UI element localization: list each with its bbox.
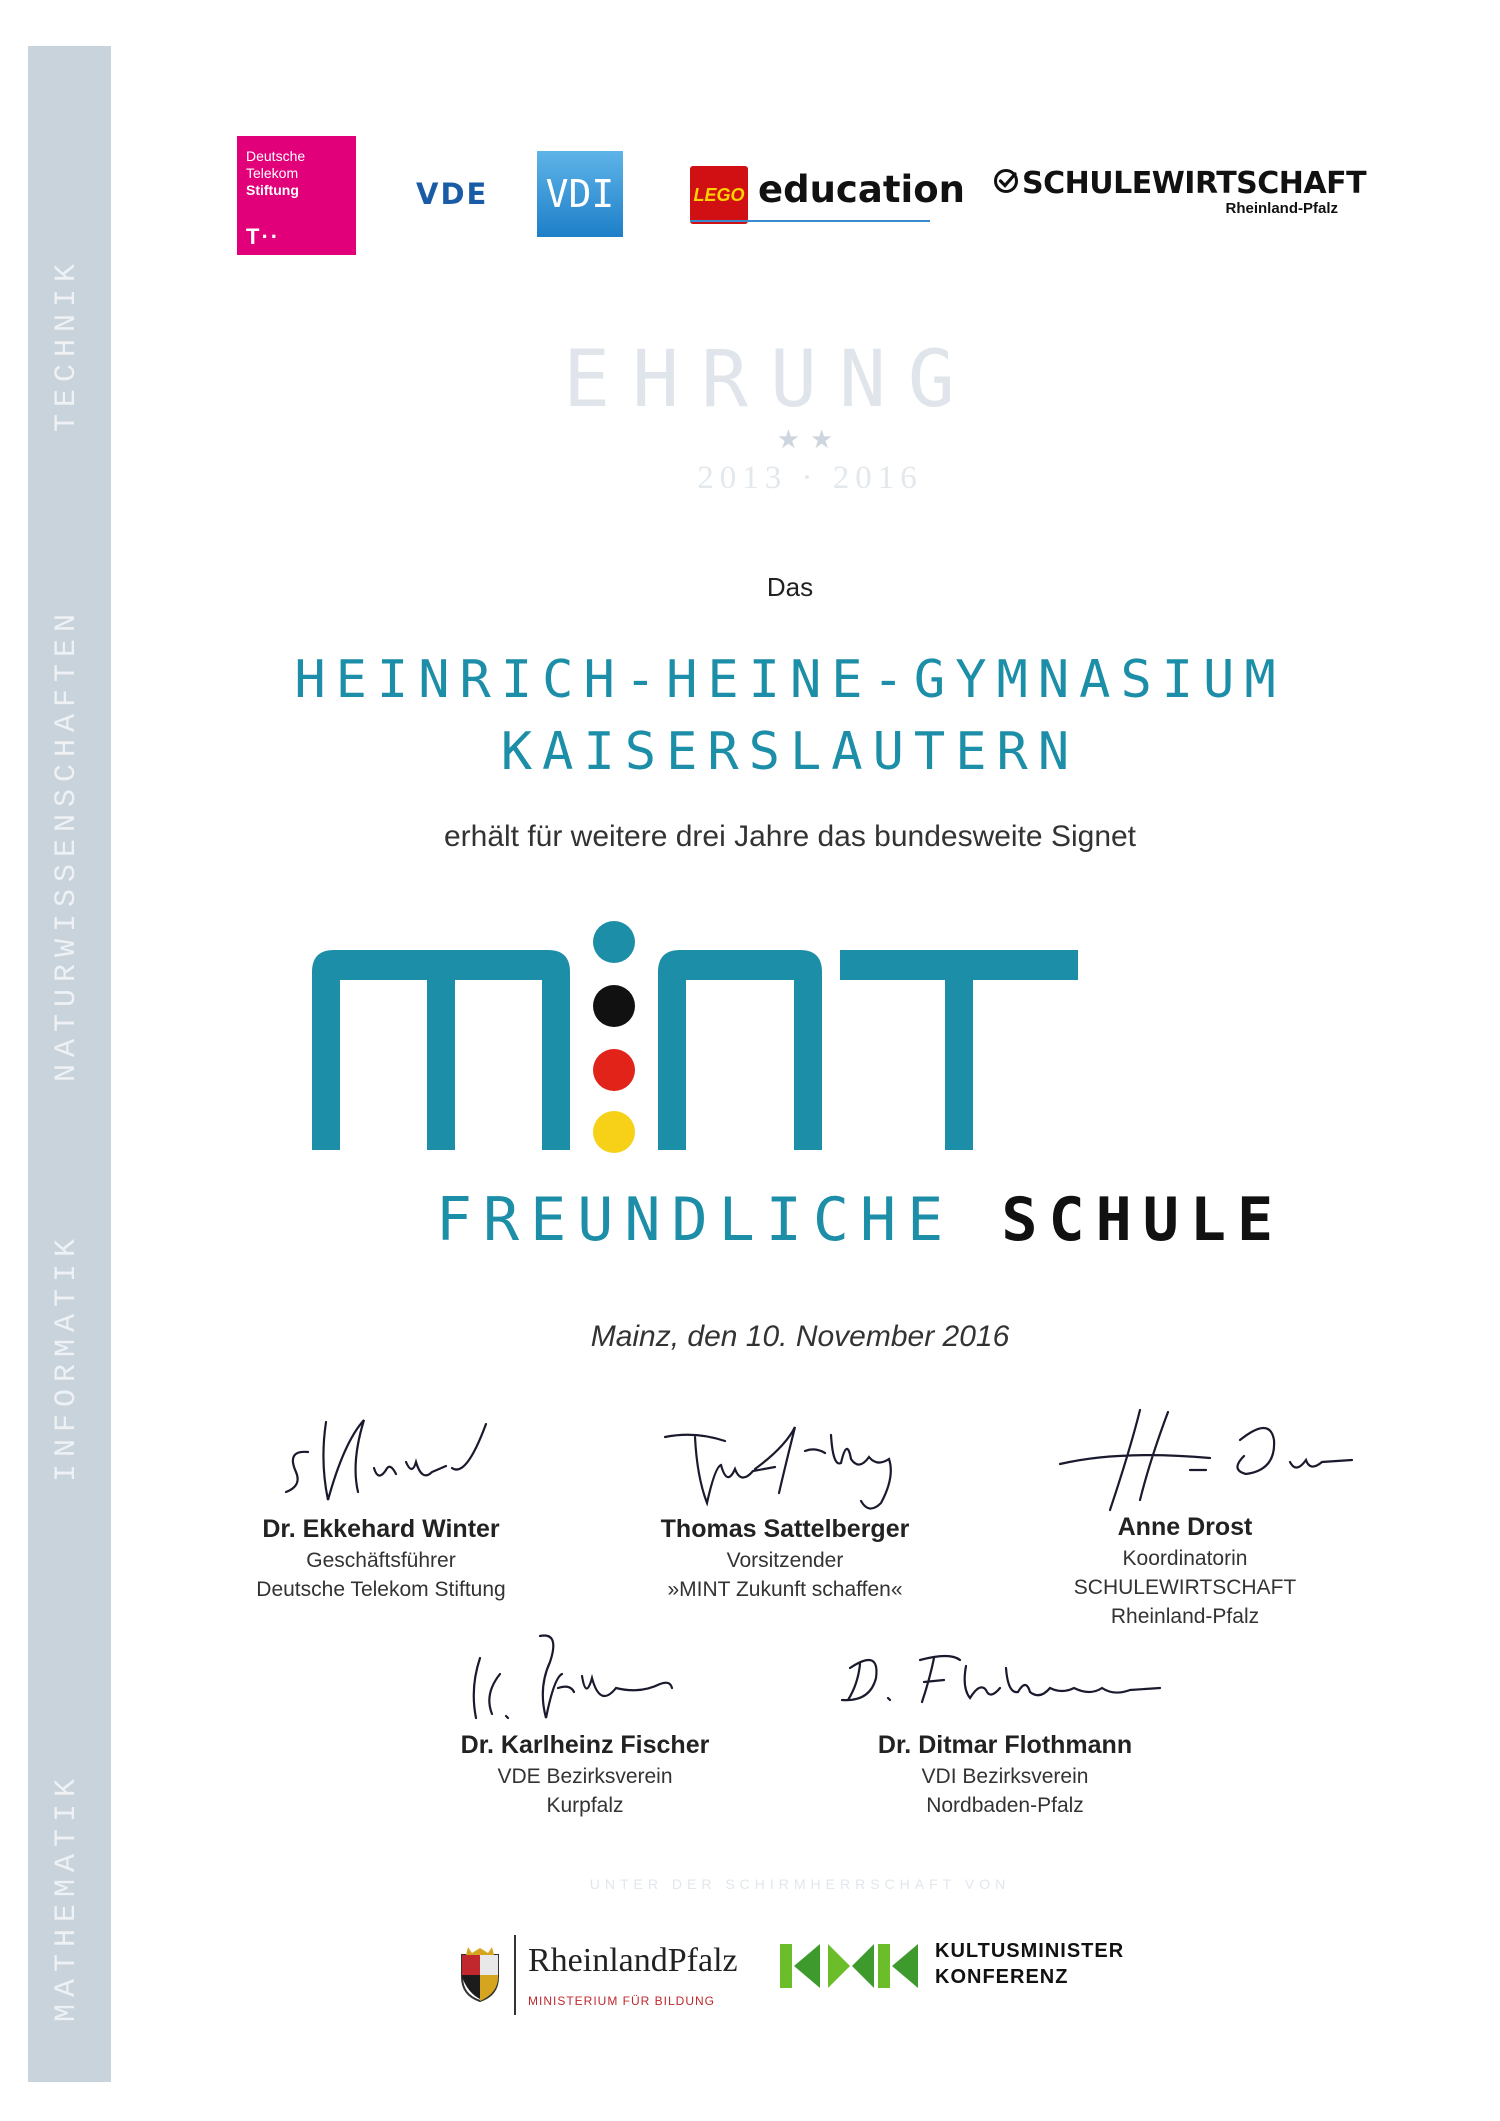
place-date: Mainz, den 10. November 2016 bbox=[590, 1320, 1010, 1353]
signatory-org: Deutsche Telekom Stiftung bbox=[256, 1578, 506, 1601]
signatory-org: SCHULEWIRTSCHAFT bbox=[1073, 1576, 1297, 1599]
school-name: HEINRICH-HEINE-GYMNASIUM bbox=[294, 650, 1286, 710]
band-word-informatik: INFORMATIK bbox=[50, 1231, 84, 1482]
rlp-ministry: MINISTERIUM FÜR BILDUNG bbox=[528, 1994, 716, 2008]
signatory-role: VDE Bezirksverein bbox=[497, 1765, 673, 1788]
schulewirtschaft-region: Rheinland-Pfalz bbox=[1225, 200, 1338, 217]
intro-article: Das bbox=[766, 572, 814, 602]
vde-logo: VDE bbox=[416, 177, 489, 211]
telekom-line2: Telekom bbox=[246, 165, 299, 181]
signatory-name: Dr. Karlheinz Fischer bbox=[460, 1731, 710, 1759]
signatory-role: Geschäftsführer bbox=[306, 1549, 456, 1572]
band-word-mathematik: MATHEMATIK bbox=[50, 1771, 84, 2022]
check-circle-icon bbox=[993, 168, 1019, 194]
signatory-role: Vorsitzender bbox=[726, 1549, 844, 1572]
telekom-line1: Deutsche bbox=[246, 148, 306, 164]
mint-dot-yellow bbox=[593, 1111, 635, 1153]
mint-letter-n bbox=[658, 950, 822, 1150]
kmk-line1: KULTUSMINISTER bbox=[935, 1940, 1125, 1962]
mint-sub-schule: SCHULE bbox=[1001, 1185, 1285, 1255]
mint-subtitle bbox=[380, 1185, 1340, 1255]
signatory-org: »MINT Zukunft schaffen« bbox=[667, 1578, 903, 1601]
rlp-coat-of-arms-icon bbox=[458, 1945, 502, 2003]
lego-logo: LEGO bbox=[690, 166, 748, 224]
kmk-logo-icon bbox=[780, 1944, 920, 1988]
side-band bbox=[28, 46, 111, 2082]
award-statement: erhält für weitere drei Jahre das bundesweite Signet bbox=[443, 820, 1137, 853]
signatory-region: Rheinland-Pfalz bbox=[1110, 1605, 1260, 1628]
kmk-logo-text bbox=[935, 1938, 1124, 1990]
signatory-name: Dr. Ekkehard Winter bbox=[262, 1515, 500, 1543]
mint-dot-black bbox=[593, 985, 635, 1027]
signatory-name: Anne Drost bbox=[1117, 1513, 1253, 1541]
school-city: KAISERSLAUTERN bbox=[500, 722, 1080, 782]
lego-education-text: education bbox=[758, 168, 965, 211]
certificate-title: EHRUNG bbox=[563, 335, 977, 425]
mint-logo bbox=[300, 910, 1100, 1160]
band-word-naturwissenschaften: NATURWISSENSCHAFTEN bbox=[50, 606, 84, 1082]
patronage-line: UNTER DER SCHIRMHERRSCHAFT VON bbox=[589, 1876, 1011, 1892]
signature-sattelberger bbox=[655, 1407, 925, 1527]
mint-dot-red bbox=[593, 1049, 635, 1091]
signatory-role: Koordinatorin bbox=[1122, 1547, 1248, 1570]
kmk-line2: KONFERENZ bbox=[935, 1966, 1069, 1988]
signatory-sattelberger bbox=[620, 1512, 950, 1604]
lego-underline bbox=[690, 220, 930, 222]
signature-winter bbox=[256, 1402, 506, 1522]
signatory-name: Dr. Ditmar Flothmann bbox=[877, 1731, 1133, 1759]
rlp-divider bbox=[514, 1935, 516, 2015]
signatory-flothmann bbox=[840, 1728, 1170, 1820]
star-icon: ★★ bbox=[776, 424, 844, 454]
signatory-fischer bbox=[420, 1728, 750, 1820]
mint-dot-teal bbox=[593, 921, 635, 963]
signatory-org: Nordbaden-Pfalz bbox=[926, 1794, 1084, 1817]
telekom-stiftung-logo bbox=[237, 136, 356, 255]
schulewirtschaft-logo: SCHULEWIRTSCHAFT bbox=[1022, 166, 1367, 201]
signatory-role: VDI Bezirksverein bbox=[921, 1765, 1089, 1788]
telekom-t-mark: T·· bbox=[246, 224, 281, 249]
vdi-logo: VDI bbox=[537, 151, 623, 237]
rlp-logo-text: RheinlandPfalz bbox=[528, 1942, 738, 1979]
mint-letter-t bbox=[840, 950, 1078, 1150]
award-years: 2013 · 2016 bbox=[697, 460, 923, 496]
signatory-org: Kurpfalz bbox=[546, 1794, 624, 1817]
signatory-name: Thomas Sattelberger bbox=[660, 1515, 910, 1543]
signature-drost bbox=[1040, 1400, 1360, 1520]
band-word-technik: TECHNIK bbox=[50, 256, 84, 432]
signatory-winter bbox=[216, 1512, 546, 1604]
signature-flothmann bbox=[830, 1638, 1170, 1728]
telekom-line3: Stiftung bbox=[246, 182, 299, 198]
mint-sub-freundliche: FREUNDLICHE bbox=[435, 1185, 955, 1255]
signatory-drost bbox=[1020, 1510, 1350, 1631]
mint-letter-m bbox=[312, 950, 570, 1150]
signature-fischer bbox=[450, 1618, 710, 1738]
